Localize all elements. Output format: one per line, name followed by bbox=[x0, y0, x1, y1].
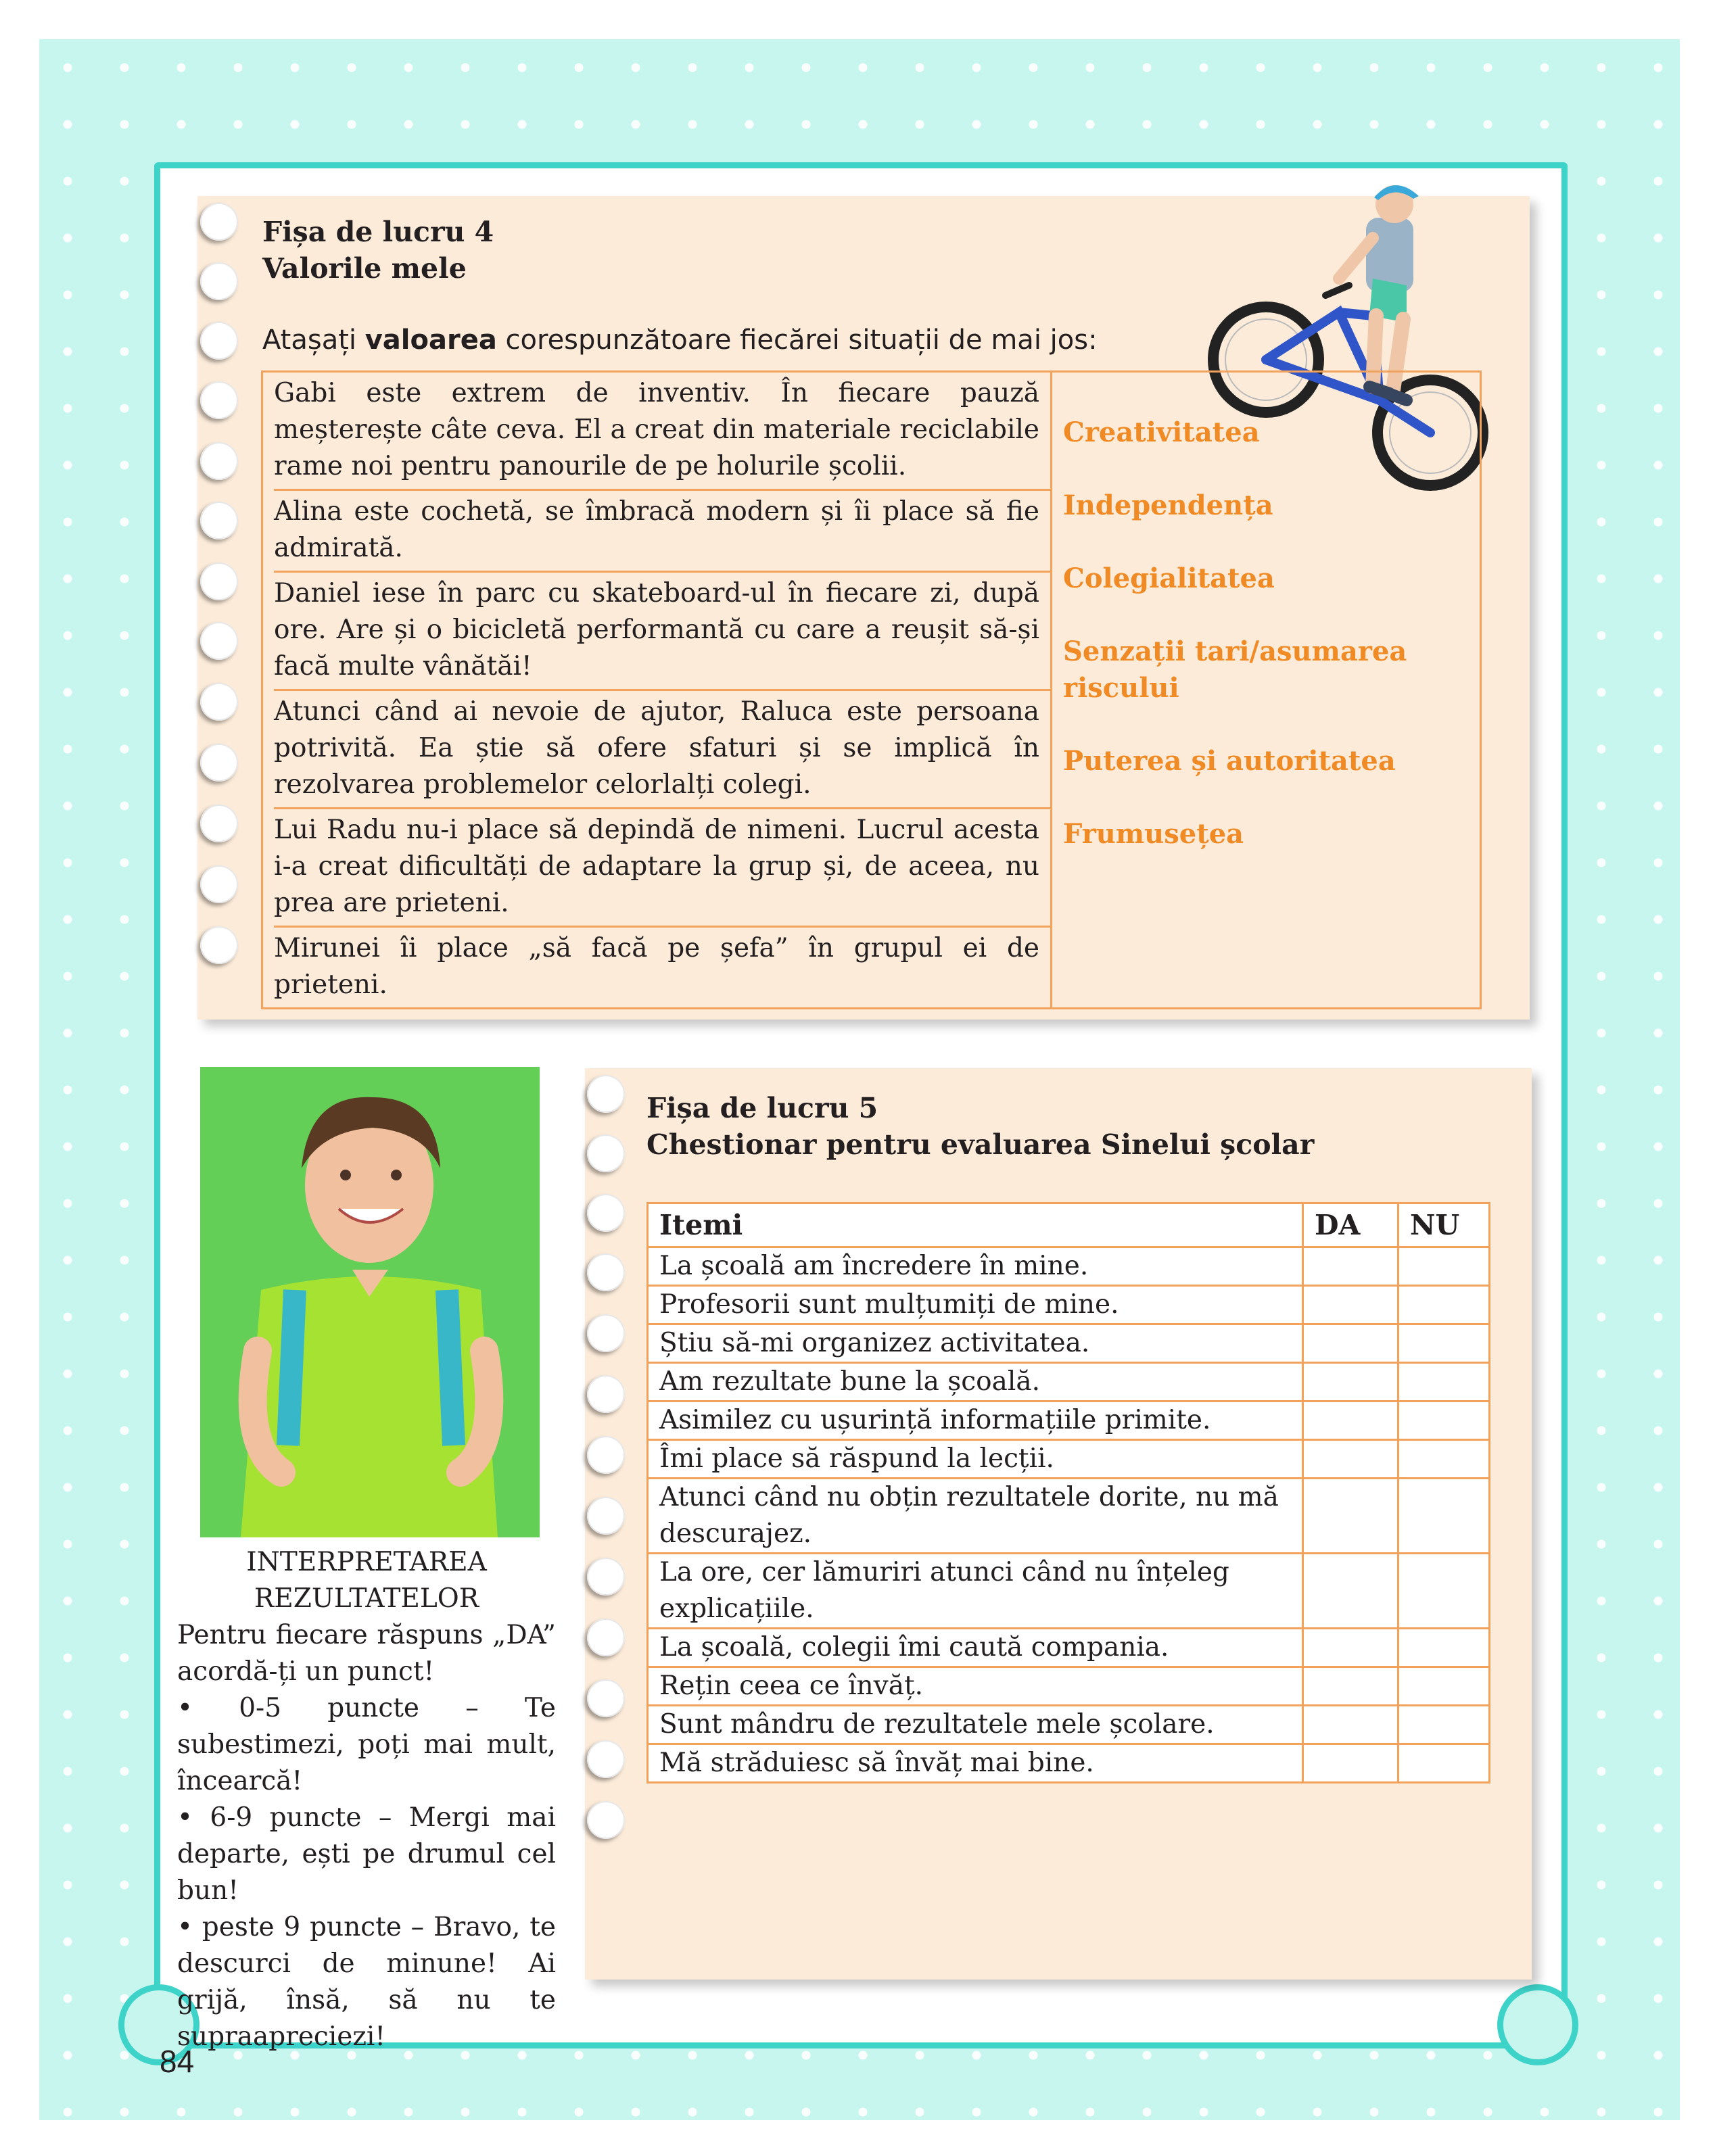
item-text: Atunci când nu obțin rezultatele dorite, nu mă descurajez. bbox=[648, 1479, 1303, 1554]
situation-row bbox=[274, 491, 1050, 573]
binder-ring bbox=[587, 1194, 625, 1232]
binder-ring bbox=[200, 442, 238, 480]
item-text: Profesorii sunt mulțumiți de mine. bbox=[648, 1286, 1303, 1324]
situation-text: Lui Radu nu-i place să depindă de nimeni. Lucrul acesta i-a creat dificultăți de adaptare la grup și, de aceea, nu prea are prieteni. bbox=[274, 815, 1039, 918]
values-column bbox=[1052, 372, 1481, 1009]
questionnaire-row bbox=[648, 1440, 1490, 1479]
item-text: Asimilez cu ușurință informațiile primite. bbox=[648, 1402, 1303, 1440]
situation-text: Atunci când ai nevoie de ajutor, Raluca este persoana potrivită. Ea știe să ofere sfaturi și se implică în rezolvarea problemelor celorlalți colegi. bbox=[274, 696, 1039, 800]
situation-text: Mirunei îi place „să facă pe șefa” în grupul ei de prieteni. bbox=[274, 933, 1039, 1000]
interpretation-items bbox=[177, 1690, 556, 2055]
instruction-text: Atașați bbox=[262, 325, 365, 356]
binder-ring bbox=[200, 744, 238, 782]
binder-ring bbox=[200, 926, 238, 964]
situation-row bbox=[274, 573, 1050, 691]
value-option: Creativitatea bbox=[1063, 416, 1260, 448]
boy-backpack-photo bbox=[200, 1067, 540, 1537]
questionnaire-row bbox=[648, 1286, 1490, 1324]
item-text: Îmi place să răspund la lecții. bbox=[648, 1440, 1303, 1479]
questionnaire-row bbox=[648, 1247, 1490, 1286]
results-interpretation bbox=[177, 1544, 556, 2055]
binder-ring bbox=[587, 1375, 625, 1413]
binder-ring bbox=[587, 1558, 625, 1596]
answer-no-cell[interactable] bbox=[1398, 1324, 1490, 1363]
questionnaire-body bbox=[648, 1247, 1490, 1783]
questionnaire-row bbox=[648, 1324, 1490, 1363]
interpretation-title-2: REZULTATELOR bbox=[254, 1583, 479, 1614]
answer-no-cell[interactable] bbox=[1398, 1554, 1490, 1629]
questionnaire-row bbox=[648, 1554, 1490, 1629]
interpretation-item: • peste 9 puncte – Bravo, te descurci de minune! Ai grijă, însă, să nu te supraapreciezi! bbox=[177, 1912, 556, 2052]
binder-ring bbox=[200, 262, 238, 300]
page-number: 84 bbox=[160, 2044, 195, 2079]
questionnaire-row bbox=[648, 1706, 1490, 1744]
questionnaire-row bbox=[648, 1744, 1490, 1783]
answer-no-cell[interactable] bbox=[1398, 1706, 1490, 1744]
binder-ring bbox=[200, 502, 238, 540]
item-text: Știu să-mi organizez activitatea. bbox=[648, 1324, 1303, 1363]
interpretation-title-1: INTERPRETAREA bbox=[246, 1547, 487, 1577]
binder-ring bbox=[200, 562, 238, 600]
answer-yes-cell[interactable] bbox=[1303, 1247, 1398, 1286]
binder-ring bbox=[200, 865, 238, 903]
values-list bbox=[1063, 414, 1469, 853]
binder-ring bbox=[587, 1134, 625, 1172]
binder-ring bbox=[200, 683, 238, 721]
questionnaire-row bbox=[648, 1667, 1490, 1706]
header-no: NU bbox=[1398, 1203, 1490, 1247]
binder-ring bbox=[587, 1740, 625, 1778]
situations-list bbox=[274, 373, 1050, 1007]
item-text: La școală am încredere în mine. bbox=[648, 1247, 1303, 1286]
answer-yes-cell[interactable] bbox=[1303, 1363, 1398, 1402]
answer-yes-cell[interactable] bbox=[1303, 1554, 1398, 1629]
questionnaire-row bbox=[648, 1363, 1490, 1402]
situation-text: Gabi este extrem de inventiv. În fiecare pauză meșterește câte ceva. El a creat din materiale reciclabile rame noi pentru panourile de pe holurile școlii. bbox=[274, 378, 1039, 481]
self-evaluation-questionnaire bbox=[646, 1202, 1490, 1783]
binder-ring bbox=[200, 322, 238, 360]
answer-no-cell[interactable] bbox=[1398, 1629, 1490, 1667]
answer-yes-cell[interactable] bbox=[1303, 1324, 1398, 1363]
item-text: La școală, colegii îmi caută compania. bbox=[648, 1629, 1303, 1667]
value-option: Senzații tari/asumarea riscului bbox=[1063, 636, 1407, 704]
answer-no-cell[interactable] bbox=[1398, 1286, 1490, 1324]
questionnaire-header-row bbox=[648, 1203, 1490, 1247]
interpretation-item: • 6-9 puncte – Mergi mai departe, ești pe drumul cel bun! bbox=[177, 1802, 556, 1906]
answer-no-cell[interactable] bbox=[1398, 1479, 1490, 1554]
interpretation-item: • 0-5 puncte – Te subestimezi, poți mai mult, încearcă! bbox=[177, 1693, 556, 1796]
item-text: Rețin ceea ce învăț. bbox=[648, 1667, 1303, 1706]
situation-row bbox=[274, 809, 1050, 928]
answer-no-cell[interactable] bbox=[1398, 1247, 1490, 1286]
answer-yes-cell[interactable] bbox=[1303, 1744, 1398, 1783]
binder-ring bbox=[587, 1679, 625, 1717]
answer-yes-cell[interactable] bbox=[1303, 1440, 1398, 1479]
header-yes: DA bbox=[1303, 1203, 1398, 1247]
value-option: Independența bbox=[1063, 489, 1273, 521]
questionnaire-row bbox=[648, 1402, 1490, 1440]
binder-ring bbox=[587, 1436, 625, 1474]
answer-yes-cell[interactable] bbox=[1303, 1402, 1398, 1440]
answer-yes-cell[interactable] bbox=[1303, 1706, 1398, 1744]
value-option: Colegialitatea bbox=[1063, 562, 1275, 594]
answer-no-cell[interactable] bbox=[1398, 1363, 1490, 1402]
frame-corner-right bbox=[1497, 1984, 1578, 2065]
binder-ring bbox=[587, 1497, 625, 1535]
situation-row bbox=[274, 691, 1050, 809]
binder-ring bbox=[587, 1314, 625, 1352]
answer-no-cell[interactable] bbox=[1398, 1744, 1490, 1783]
binder-ring bbox=[200, 622, 238, 660]
questionnaire-row bbox=[648, 1479, 1490, 1554]
situations-column bbox=[262, 372, 1052, 1009]
binder-ring bbox=[200, 203, 238, 241]
answer-yes-cell[interactable] bbox=[1303, 1667, 1398, 1706]
item-text: Mă străduiesc să învăț mai bine. bbox=[648, 1744, 1303, 1783]
boy-backpack-illustration bbox=[200, 1067, 540, 1537]
answer-no-cell[interactable] bbox=[1398, 1402, 1490, 1440]
situation-row bbox=[274, 373, 1050, 491]
binder-ring bbox=[200, 381, 238, 419]
binder-ring bbox=[587, 1253, 625, 1291]
situation-text: Alina este cochetă, se îmbracă modern și îi place să fie admirată. bbox=[274, 496, 1039, 563]
worksheet-5-title: Fișa de lucru 5 bbox=[646, 1092, 878, 1124]
binder-ring bbox=[587, 1075, 625, 1113]
item-text: Am rezultate bune la școală. bbox=[648, 1363, 1303, 1402]
instruction-bold: valoarea bbox=[364, 325, 497, 356]
binder-ring bbox=[587, 1619, 625, 1656]
answer-yes-cell[interactable] bbox=[1303, 1479, 1398, 1554]
worksheet-4-subtitle: Valorile mele bbox=[262, 252, 467, 285]
worksheet-4-title: Fișa de lucru 4 bbox=[262, 216, 494, 248]
situation-row bbox=[274, 928, 1050, 1007]
value-option: Puterea și autoritatea bbox=[1063, 745, 1396, 777]
binder-ring bbox=[200, 805, 238, 842]
worksheet-5-subtitle: Chestionar pentru evaluarea Sinelui școlar bbox=[646, 1128, 1315, 1161]
answer-yes-cell[interactable] bbox=[1303, 1286, 1398, 1324]
binder-ring bbox=[587, 1801, 625, 1839]
answer-no-cell[interactable] bbox=[1398, 1440, 1490, 1479]
answer-no-cell[interactable] bbox=[1398, 1667, 1490, 1706]
header-items: Itemi bbox=[648, 1203, 1303, 1247]
answer-yes-cell[interactable] bbox=[1303, 1629, 1398, 1667]
item-text: La ore, cer lămuriri atunci când nu înțeleg explicațiile. bbox=[648, 1554, 1303, 1629]
instruction-text-end: corespunzătoare fiecărei situații de mai jos: bbox=[496, 325, 1098, 356]
worksheet-4-instruction bbox=[262, 325, 1098, 356]
values-matching-table bbox=[261, 370, 1482, 1009]
questionnaire-row bbox=[648, 1629, 1490, 1667]
item-text: Sunt mândru de rezultatele mele școlare. bbox=[648, 1706, 1303, 1744]
situation-text: Daniel iese în parc cu skateboard-ul în fiecare zi, după ore. Are și o bicicletă performantă cu care a reușit să-și facă multe vânătăi! bbox=[274, 578, 1039, 681]
value-option: Frumusețea bbox=[1063, 818, 1244, 850]
interpretation-intro: Pentru fiecare răspuns „DA” acordă-ți un punct! bbox=[177, 1620, 556, 1687]
